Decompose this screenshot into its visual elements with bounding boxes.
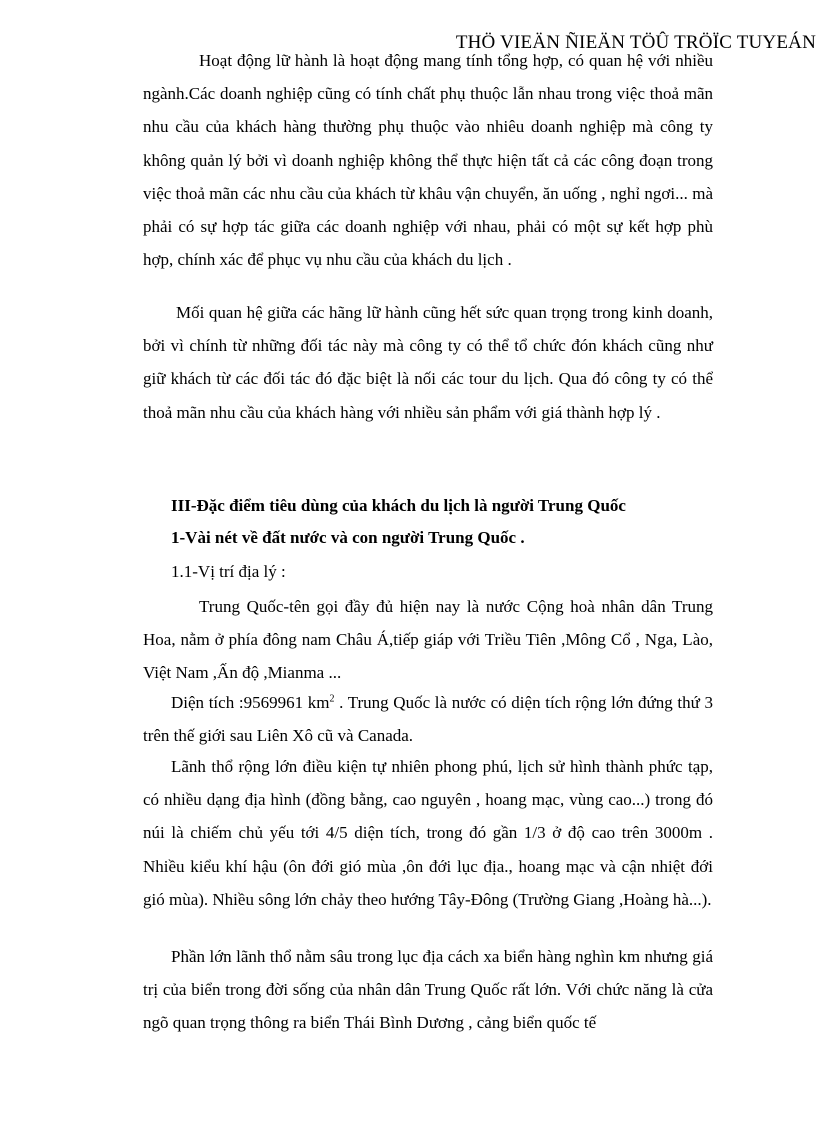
page-header-title: THÖ VIEÄN ÑIEÄN TÖÛ TRÖÏC TUYEÁN	[455, 32, 816, 53]
subsection-heading-1-1: 1.1-Vị trí địa lý :	[171, 562, 286, 581]
paragraph-tour-cooperation: Hoạt động lữ hành là hoạt động mang tính tổng hợp, có quan hệ với nhiều ngành.Các doanh nghiệp cũng có tính chất phụ thuộc lẫn nhau trong việc thoả mãn nhu cầu của khách hàng thường phụ thuộc vào nhiêu doanh nghiệp mà công ty không quản lý bởi vì doanh nghiệp không thể thực hiện tất cả các công đoạn trong việc thoả mãn các nhu cầu của khách từ khâu vận chuyển, ăn uống , nghỉ ngơi... mà phải có sự hợp tác giữa các doanh nghiệp với nhau, phải có một sự kết hợp phù hợp, chính xác để phục vụ nhu cầu của khách du lịch .	[143, 51, 713, 270]
section-heading-1: 1-Vài nét về đất nước và con người Trung Quốc .	[171, 528, 525, 547]
paragraph-china-sea: Phần lớn lãnh thổ nằm sâu trong lục địa cách xa biển hàng nghìn km nhưng giá trị của biển trong đời sống của nhân dân Trung Quốc rất lớn. Với chức năng là cửa ngõ quan trọng thông ra biển Thái Bình Dương , cảng biển quốc tế	[143, 947, 713, 1033]
paragraph-china-area	[143, 686, 713, 752]
paragraph-china-terrain: Lãnh thổ rộng lớn điều kiện tự nhiên phong phú, lịch sử hình thành phức tạp, có nhiều dạng địa hình (đồng bằng, cao nguyên , hoang mạc, vùng cao...) trong đó núi là chiếm chủ yếu tới 4/5 diện tích, trong đó gần 1/3 ở độ cao trên 3000m . Nhiều kiểu khí hậu (ôn đới gió mùa ,ôn đới lục địa., hoang mạc và cận nhiệt đới gió mùa). Nhiều sông lớn chảy theo hướng Tây-Đông (Trường Giang ,Hoàng hà...).	[143, 757, 713, 909]
section-heading-iii: III-Đặc điểm tiêu dùng của khách du lịch là người Trung Quốc	[171, 496, 626, 515]
area-superscript: 2	[329, 693, 335, 705]
paragraph-travel-agency-relations: Mối quan hệ giữa các hãng lữ hành cũng hết sức quan trọng trong kinh doanh, bởi vì chính từ những đối tác này mà công ty có thể tổ chức đón khách cũng như giữ khách từ các đối tác đó đặc biệt là nối các tour du lịch. Qua đó công ty có thể thoả mãn nhu cầu của khách hàng với nhiều sản phẩm với giá thành hợp lý .	[143, 303, 713, 422]
area-text: Diện tích :9569961 km	[171, 693, 330, 712]
paragraph-china-location: Trung Quốc-tên gọi đầy đủ hiện nay là nước Cộng hoà nhân dân Trung Hoa, nằm ở phía đông nam Châu Á,tiếp giáp với Triều Tiên ,Mông Cổ , Nga, Lào, Việt Nam ,Ấn độ ,Mianma ...	[143, 597, 713, 683]
area-text-rest: . Trung Quốc là nước có diện tích rộng lớn đứng thứ 3 trên thế giới sau Liên Xô cũ và Canada.	[143, 693, 714, 746]
